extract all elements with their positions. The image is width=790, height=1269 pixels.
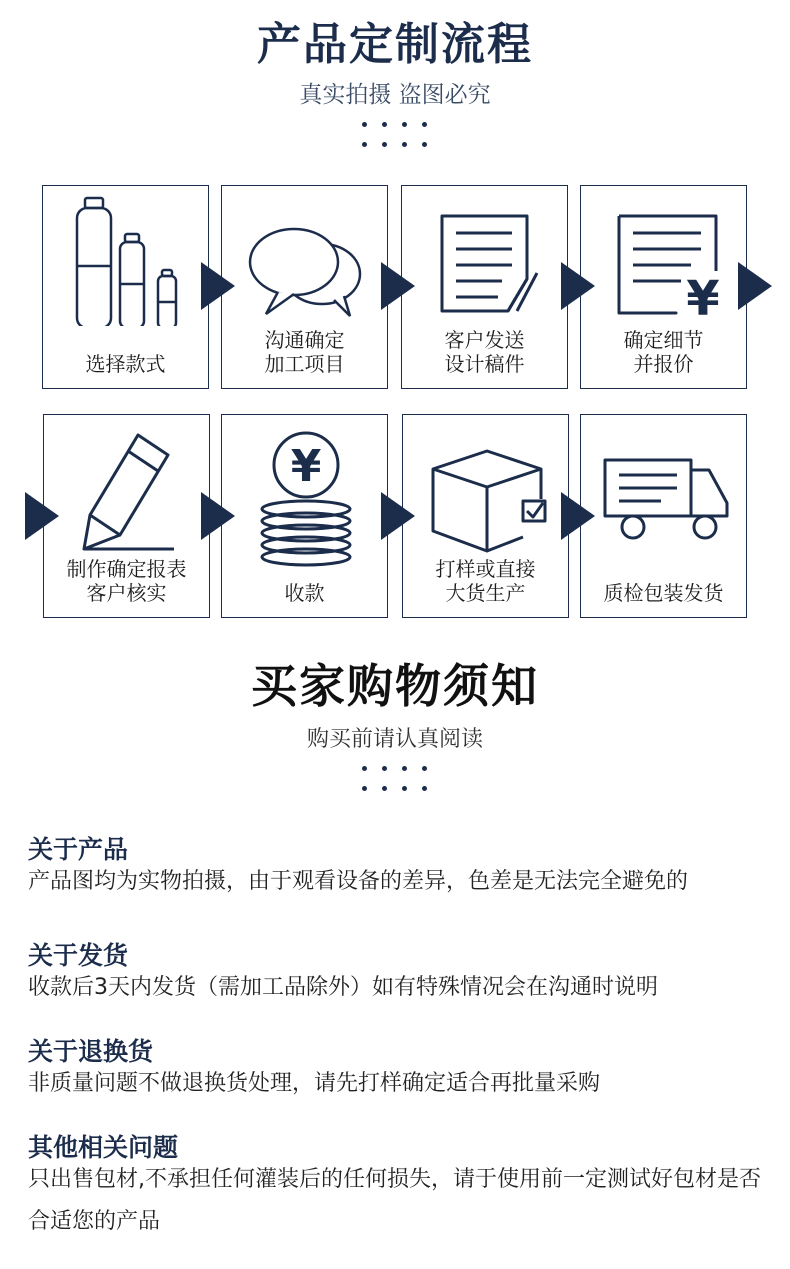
section-text-product: 产品图均为实物拍摄，由于观看设备的差异，色差是无法完全避免的	[28, 869, 689, 894]
flow-arrow-icon	[561, 492, 595, 540]
flow-arrow-icon	[201, 492, 235, 540]
flow-arrow-icon	[738, 262, 772, 310]
price-document-icon	[581, 211, 748, 331]
section-heading-shipping: 关于发货	[28, 941, 129, 970]
step-label-4: 确定细节 并报价	[623, 328, 704, 376]
step-card-4	[580, 185, 747, 389]
step-label-6: 收款	[284, 581, 325, 605]
step-card-5	[43, 414, 210, 618]
bottles-icon	[43, 196, 210, 326]
flow-arrow-icon	[201, 262, 235, 310]
process-subtitle: 真实拍摄 盗图必究	[299, 82, 491, 108]
svg-text:¥: ¥	[686, 271, 720, 327]
flow-arrow-icon	[381, 492, 415, 540]
section-heading-returns: 关于退换货	[28, 1037, 154, 1066]
decorative-dots	[360, 762, 432, 798]
truck-icon	[581, 455, 748, 555]
process-title: 产品定制流程	[257, 19, 533, 70]
step-card-2	[221, 185, 388, 389]
step-label-1: 选择款式	[85, 352, 166, 376]
flow-arrow-icon	[561, 262, 595, 310]
step-label-2: 沟通确定 加工项目	[264, 328, 345, 376]
section-text-other: 只出售包材,不承担任何灌装后的任何损失，请于使用前一定测试好包材是否合适您的产品	[28, 1167, 761, 1234]
section-text-returns: 非质量问题不做退换货处理，请先打样确定适合再批量采购	[28, 1071, 601, 1096]
step-label-5: 制作确定报表 客户核实	[66, 557, 187, 605]
step-card-7	[402, 414, 569, 618]
section-heading-product: 关于产品	[28, 835, 129, 864]
svg-text:¥: ¥	[290, 441, 322, 492]
step-card-1	[42, 185, 209, 389]
pencil-icon	[44, 425, 211, 555]
notice-subtitle: 购买前请认真阅读	[306, 727, 483, 752]
step-card-3	[401, 185, 568, 389]
chat-bubbles-icon	[222, 216, 389, 336]
step-card-8	[580, 414, 747, 618]
flow-arrow-icon	[381, 262, 415, 310]
decorative-dots	[360, 118, 432, 154]
step-label-3: 客户发送 设计稿件	[444, 328, 525, 376]
step-card-6	[221, 414, 388, 618]
box-icon	[403, 439, 570, 559]
flow-arrow-icon	[25, 492, 59, 540]
document-icon	[402, 211, 569, 331]
section-text-shipping: 收款后3天内发货（需加工品除外）如有特殊情况会在沟通时说明	[28, 975, 658, 1000]
notice-title: 买家购物须知	[251, 659, 539, 713]
step-label-7: 打样或直接 大货生产	[435, 557, 536, 605]
section-heading-other: 其他相关问题	[28, 1133, 179, 1162]
step-label-8: 质检包装发货	[603, 581, 724, 605]
coins-icon	[222, 429, 389, 569]
